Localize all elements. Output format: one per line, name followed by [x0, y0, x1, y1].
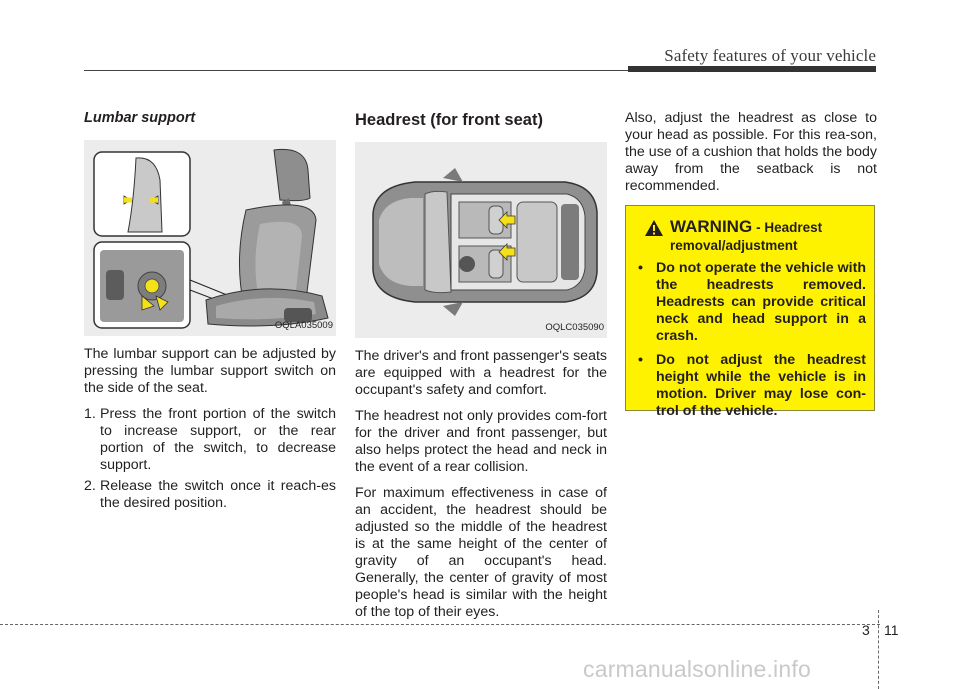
seat-illustration: [84, 140, 336, 336]
list-item: [84, 406, 336, 474]
watermark: carmanualsonline.info: [583, 656, 811, 682]
headrest-continued-column: [625, 110, 877, 419]
headrest-column: [355, 110, 607, 630]
step-text: Release the switch once it reach-es the desired position.: [100, 478, 336, 511]
warning-label: WARNING: [670, 217, 753, 236]
lumbar-intro: The lumbar support can be adjusted by pressing the lumbar support switch on the side of the seat.: [84, 346, 336, 396]
lumbar-seat-figure: [84, 140, 336, 336]
headrest-continued-paragraph: Also, adjust the headrest as close to your head as possible. For this rea-son, the use of a cushion that holds the body away from the seatback is not recommended.: [625, 110, 877, 194]
headrest-paragraph: The headrest not only provides com-fort for the driver and front passenger, but also helps protect the head and neck in the event of a rear collision.: [355, 408, 607, 475]
warning-subtitle-line2: removal/adjustment: [670, 238, 798, 253]
figure-code: OQLC035090: [545, 322, 604, 333]
footer-rule: [0, 624, 880, 625]
lumbar-heading: Lumbar support: [84, 110, 196, 126]
headrest-heading: Headrest (for front seat): [355, 111, 543, 129]
warning-list: [634, 260, 866, 420]
list-item: • Do not adjust the headrest height while the vehicle is in motion. Driver may lose con-trol of the vehicle.: [634, 352, 866, 420]
warning-box: [625, 205, 875, 419]
lumbar-switch-icon: [145, 279, 159, 293]
lumbar-steps: [84, 406, 336, 512]
footer-divider: [878, 610, 879, 689]
list-item: • Do not operate the vehicle with the headrests removed. Headrests can provide critical neck and head support in a crash.: [634, 260, 866, 345]
warning-title: [634, 218, 866, 237]
chapter-number: 3: [862, 622, 870, 638]
headrest-paragraph: The driver's and front passenger's seats are equipped with a headrest for the occupant's safety and comfort.: [355, 348, 607, 398]
header-rule-accent: [628, 66, 876, 72]
step-number: 2.: [84, 478, 96, 494]
car-top-view-illustration: [355, 142, 607, 338]
step-number: 1.: [84, 406, 96, 422]
header-title: Safety features of your vehicle: [664, 46, 876, 65]
warning-triangle-icon: [644, 219, 664, 237]
warning-subtitle: - Headrest: [756, 220, 823, 235]
page-number: 11: [884, 622, 899, 638]
headrest-paragraph: For maximum effectiveness in case of an accident, the headrest should be adjusted so the middle of the headrest is at the same height of the center of gravity of an occupant's head. Generally, the center of gravity of most people's head is similar with the height of the top of their eyes.: [355, 485, 607, 620]
list-item: [84, 478, 336, 512]
lumbar-column: [84, 110, 336, 516]
headrest-car-figure: [355, 142, 607, 338]
figure-code: OQLA035009: [274, 320, 333, 331]
step-text: Press the front portion of the switch to increase support, or the rear portion of the switch, to decrease support.: [100, 406, 336, 473]
